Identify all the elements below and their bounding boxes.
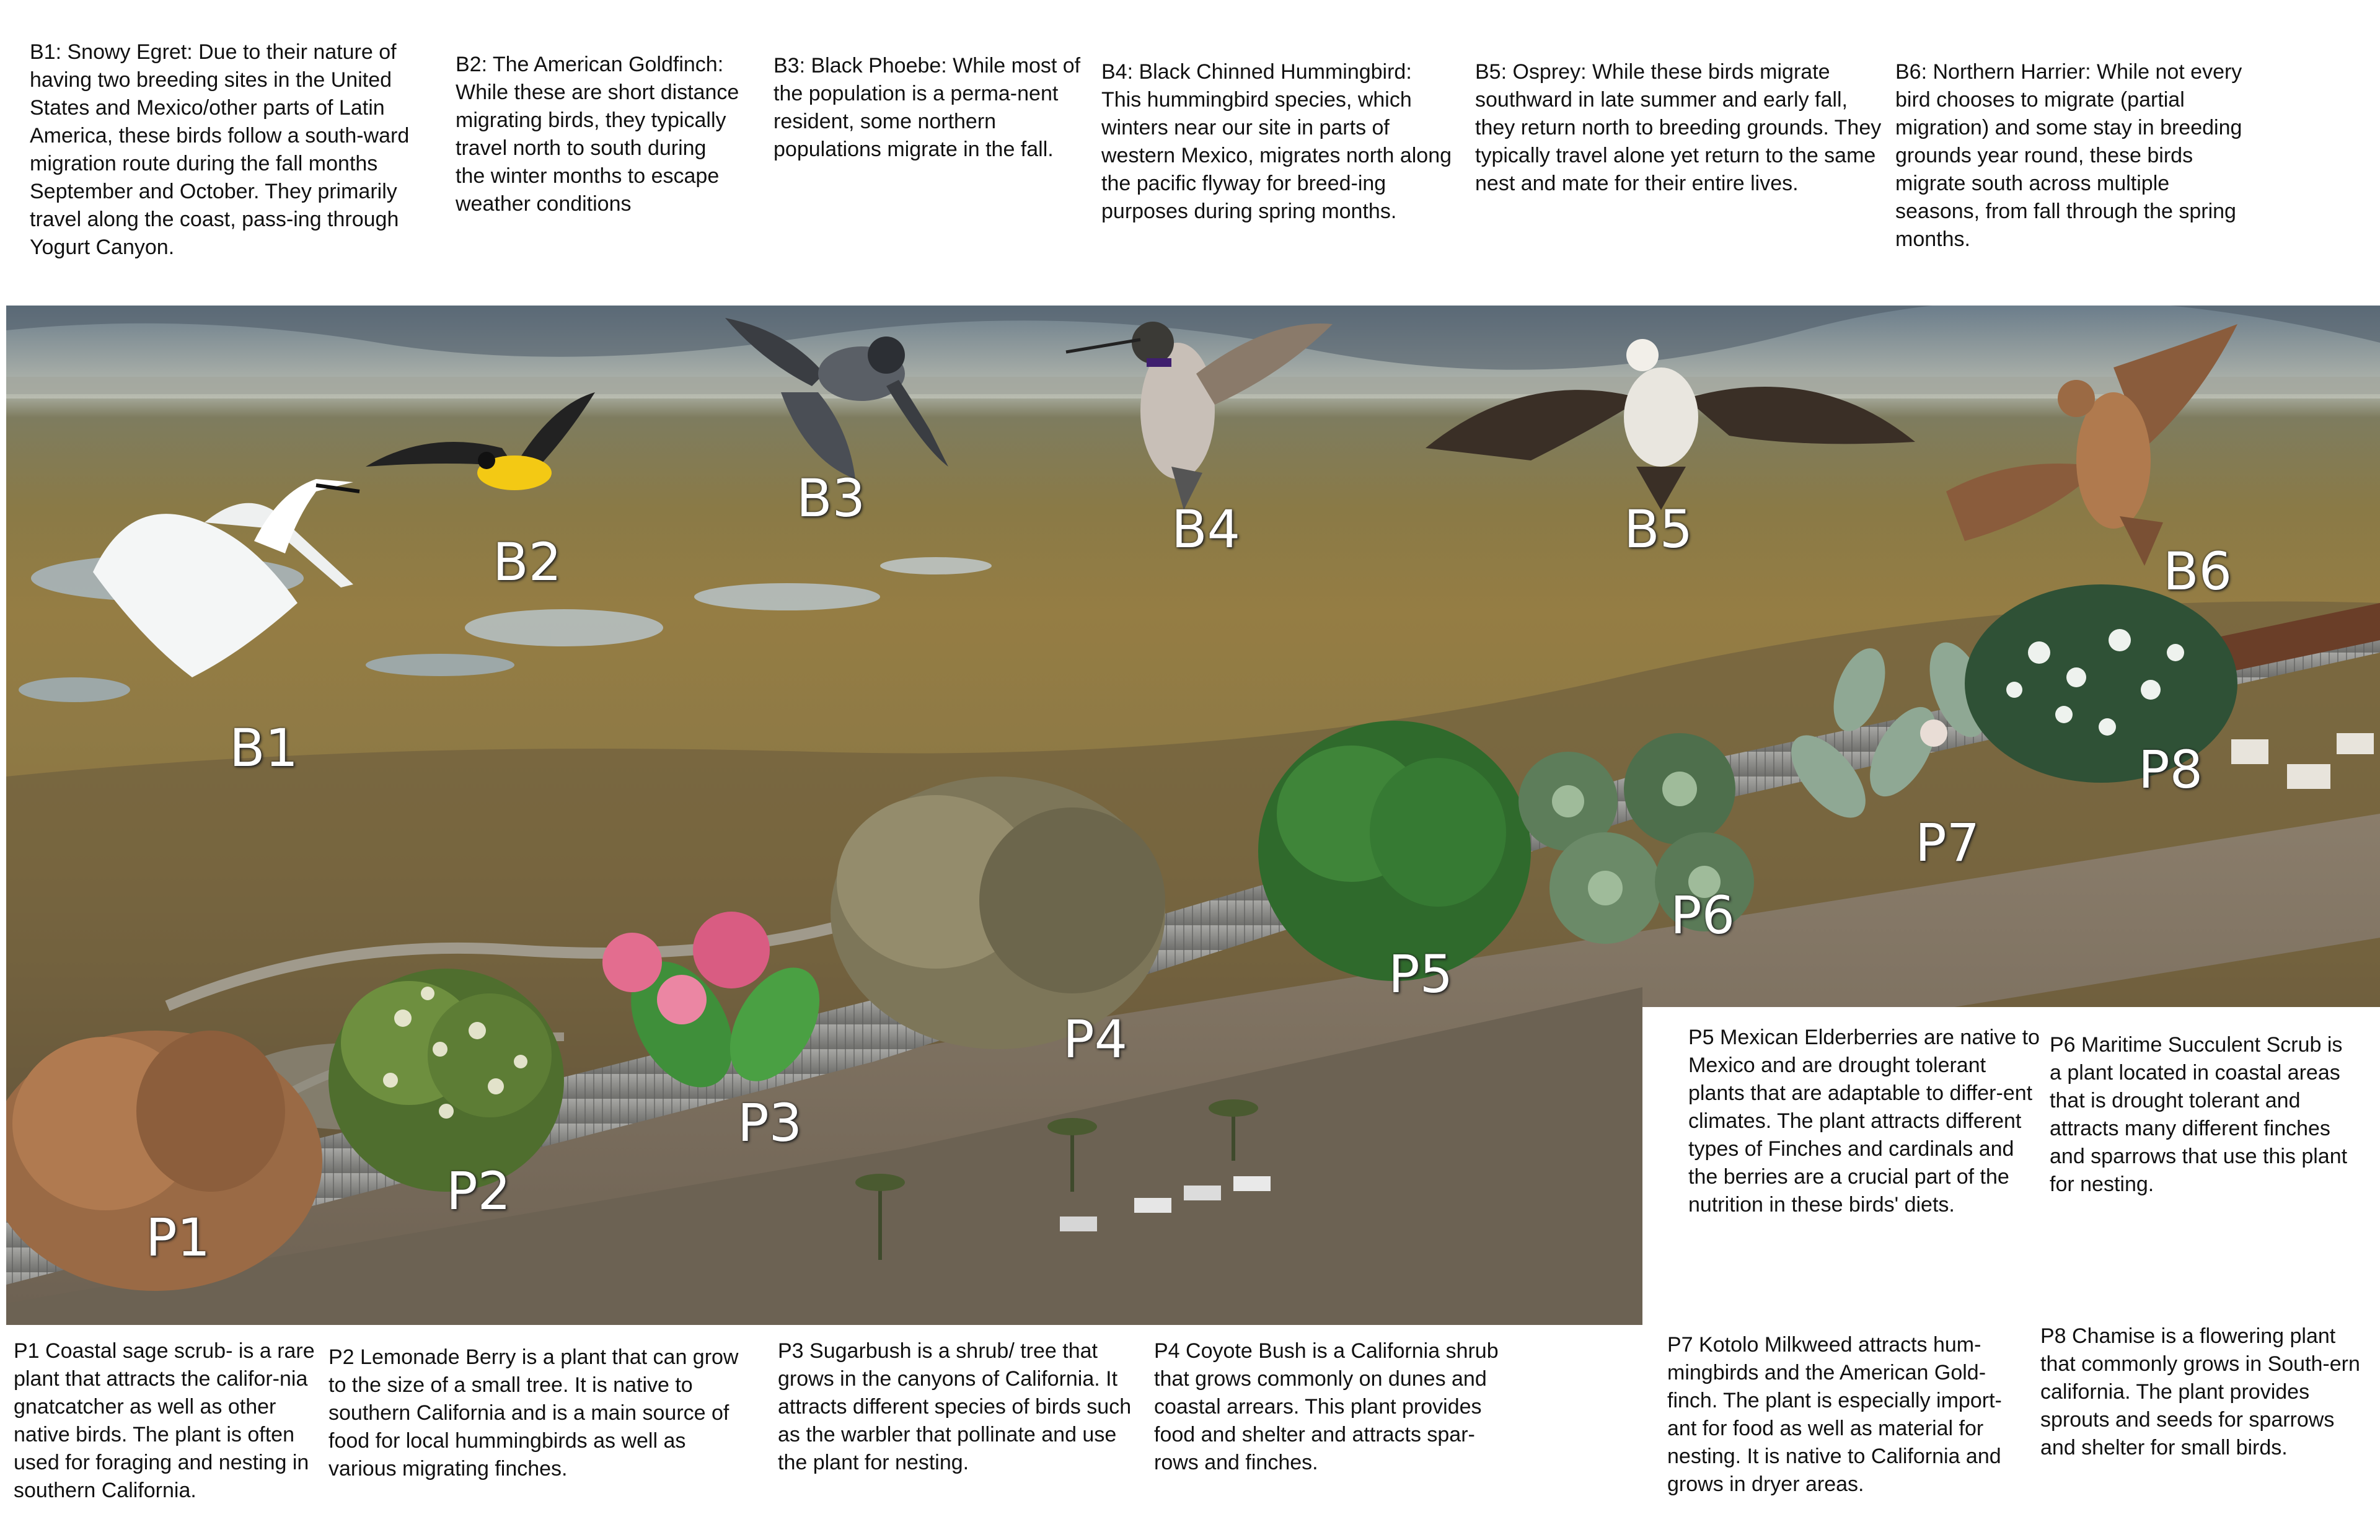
label-b1: B1	[229, 718, 299, 778]
plant-p2-illustration	[328, 969, 564, 1192]
label-b4: B4	[1171, 499, 1241, 560]
label-p7: P7	[1915, 812, 1980, 873]
label-p8: P8	[2138, 739, 2203, 800]
caption-b5: B5: Osprey: While these birds migrate southward in late summer and early fall, they return north to breeding grounds. They typically travel alone yet return to the same nest and mate for their entire lives.	[1475, 60, 1882, 195]
label-p1: P1	[146, 1207, 211, 1268]
caption-b6: B6: Northern Harrier: While not every bird chooses to migrate (partial migration) and some stay in breeding grounds year round, these birds migrate south across multiple seasons, from fall through the spring months.	[1895, 60, 2242, 251]
bird-b1-illustration	[93, 479, 359, 677]
label-p4: P4	[1063, 1009, 1128, 1070]
caption-b4: B4: Black Chinned Hummingbird: This hummingbird species, which winters near our site in parts of western Mexico, migrates north along the pacific flyway for breed-ing purposes during spring months.	[1101, 60, 1452, 223]
caption-b3: B3: Black Phoebe: While most of the population is a perma-nent resident, some northern populations migrate in the fall.	[774, 54, 1081, 161]
plant-p4-illustration	[831, 777, 1165, 1049]
label-b3: B3	[796, 468, 866, 529]
label-p2: P2	[446, 1161, 511, 1221]
label-p3: P3	[738, 1093, 803, 1153]
caption-p1: P1 Coastal sage scrub- is a rare plant that attracts the califor-nia gnatcatcher as well as other native birds. The plant is often used for foraging and nesting in southern California.	[14, 1339, 315, 1502]
label-b2: B2	[493, 532, 562, 592]
caption-p8: P8 Chamise is a flowering plant that commonly grows in South-ern california. The plant provides sprouts and seeds for sparrows and shelter for small birds.	[2040, 1324, 2360, 1459]
plant-p5-illustration	[1258, 721, 1531, 981]
caption-b2: B2: The American Goldfinch: While these are short distance migrating birds, they typically travel north to south during the winter months to escape weather conditions	[456, 53, 739, 216]
label-p6: P6	[1670, 885, 1735, 946]
caption-p3: P3 Sugarbush is a shrub/ tree that grows in the canyons of California. It attracts different species of birds such as the warbler that pollinate and use the plant for nesting.	[778, 1339, 1132, 1474]
bird-b2-illustration	[366, 392, 595, 490]
label-b6: B6	[2163, 541, 2232, 602]
caption-p7: P7 Kotolo Milkweed attracts hum-mingbirds and the American Gold-finch. The plant is especially import-ant for food as well as material for nesting. It is native to California and grows in dryer areas.	[1667, 1333, 2002, 1496]
caption-p2: P2 Lemonade Berry is a plant that can grow to the size of a small tree. It is native to southern California and is a main source of food for local hummingbirds as well as various migrating finches.	[328, 1345, 739, 1481]
caption-p5: P5 Mexican Elderberries are native to Mexico and are drought tolerant plants that are adaptable to differ-ent climates. The plant attracts different types of Finches and cardinals and the berries are a crucial part of the nutrition in these birds' diets.	[1688, 1026, 2040, 1217]
label-p5: P5	[1388, 944, 1453, 1005]
caption-b1: B1: Snowy Egret: Due to their nature of having two breeding sites in the United States and Mexico/other parts of Latin America, these birds follow a south-ward migration route during the fall months September and October. They primarily travel along the coast, pass-ing through Yogurt Canyon.	[30, 40, 410, 259]
caption-p4: P4 Coyote Bush is a California shrub that grows commonly on dunes and coastal arrears. This plant provides food and shelter and attracts spar-rows and finches.	[1154, 1339, 1499, 1474]
label-b5: B5	[1624, 499, 1693, 560]
caption-p6: P6 Maritime Succulent Scrub is a plant located in coastal areas that is drought tolerant and attracts many different finches and sparrows that use this plant for nesting.	[2050, 1033, 2348, 1196]
